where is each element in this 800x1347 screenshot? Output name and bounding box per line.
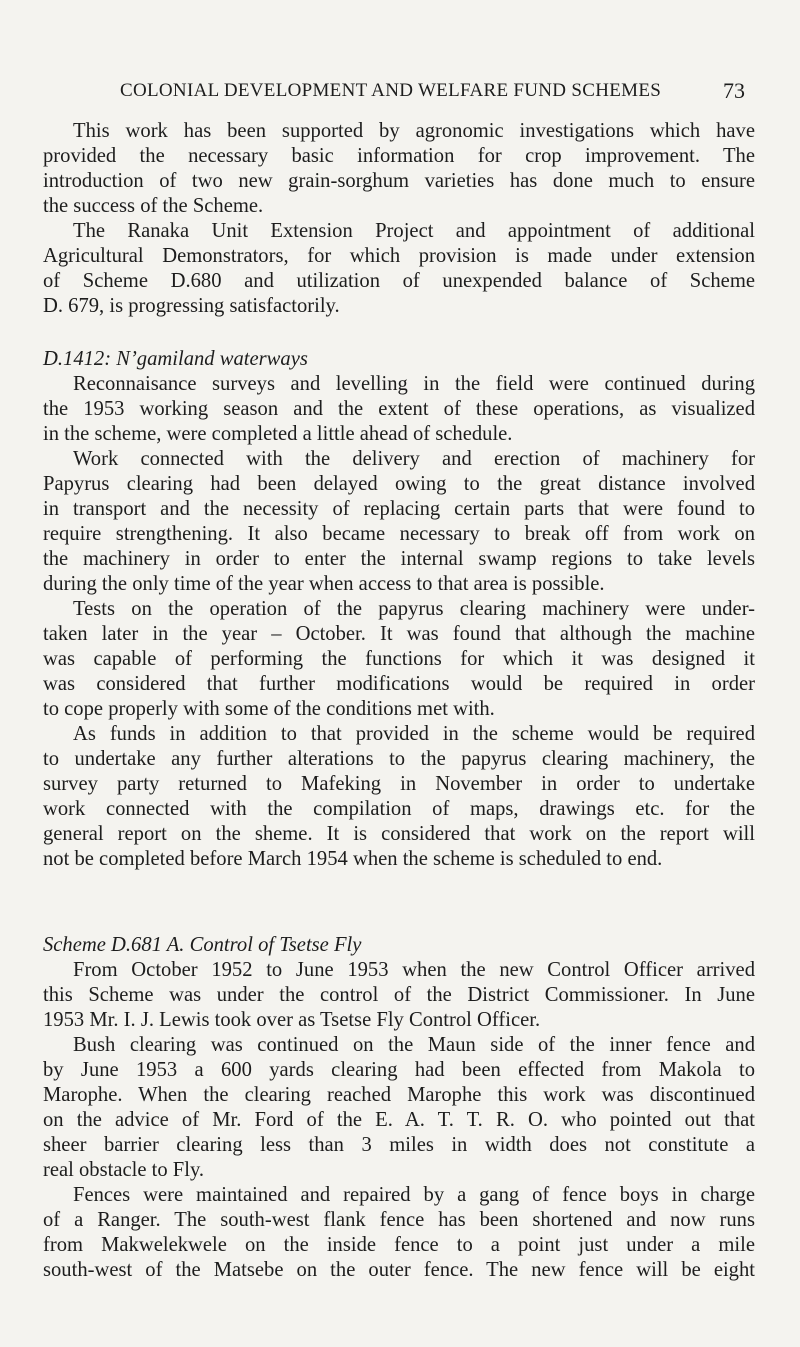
text-line: Agricultural Demonstrators, for which provision is made under extension [43,245,755,267]
text-line: south-west of the Matsebe on the outer fence. The new fence will be eight [43,1259,755,1281]
text-line: Work connected with the delivery and erection of machinery for [73,448,755,470]
section-heading: D.1412: N’gamiland waterways [43,348,308,370]
text-line: of a Ranger. The south-west flank fence has been shortened and now runs [43,1209,755,1231]
text-line: in transport and the necessity of replacing certain parts that were found to [43,498,755,520]
text-line: general report on the sheme. It is considered that work on the report will [43,823,755,845]
text-line: survey party returned to Mafeking in November in order to undertake [43,773,755,795]
text-line: Reconnaisance surveys and levelling in the field were continued during [73,373,755,395]
page-number: 73 [723,78,745,103]
text-line: As funds in addition to that provided in the scheme would be required [73,723,755,745]
text-line: from Makwelekwele on the inside fence to a point just under a mile [43,1234,755,1256]
text-line: in the scheme, were completed a little ahead of schedule. [43,423,513,445]
text-line: to undertake any further alterations to the papyrus clearing machinery, the [43,748,755,770]
text-line: Marophe. When the clearing reached Marophe this work was discontinued [43,1084,755,1106]
text-line: Bush clearing was continued on the Maun side of the inner fence and [73,1034,755,1056]
text-line: require strengthening. It also became necessary to break off from work on [43,523,755,545]
text-line: Tests on the operation of the papyrus clearing machinery were under- [73,598,755,620]
text-line: introduction of two new grain-sorghum varieties has done much to ensure [43,170,755,192]
text-line: to cope properly with some of the conditions met with. [43,698,495,720]
text-line: The Ranaka Unit Extension Project and appointment of additional [73,220,755,242]
text-line: on the advice of Mr. Ford of the E. A. T. T. R. O. who pointed out that [43,1109,755,1131]
text-line: This work has been supported by agronomic investigations which have [73,120,755,142]
section-ngamiland-waterways [43,347,755,872]
text-line: sheer barrier clearing less than 3 miles in width does not constitute a [43,1134,755,1156]
text-line: not be completed before March 1954 when the scheme is scheduled to end. [43,848,663,870]
text-line: real obstacle to Fly. [43,1159,205,1181]
section-tsetse-fly [43,933,755,1283]
text-line: the 1953 working season and the extent of these operations, as visualized [43,398,755,420]
text-line: was considered that further modifications would be required in order [43,673,755,695]
text-line: D. 679, is progressing satisfactorily. [43,295,340,317]
text-line: work connected with the compilation of maps, drawings etc. for the [43,798,755,820]
text-line: Papyrus clearing had been delayed owing to the great distance involved [43,473,755,495]
text-line: 1953 Mr. I. J. Lewis took over as Tsetse Fly Control Officer. [43,1009,541,1031]
text-line: during the only time of the year when access to that area is possible. [43,573,605,595]
text-line: From October 1952 to June 1953 when the new Control Officer arrived [73,959,755,981]
section-heading: Scheme D.681 A. Control of Tsetse Fly [43,934,362,956]
text-line: Fences were maintained and repaired by a gang of fence boys in charge [73,1184,755,1206]
text-line: taken later in the year – October. It was found that although the machine [43,623,755,645]
intro-paragraphs [43,119,755,319]
text-line: of Scheme D.680 and utilization of unexpended balance of Scheme [43,270,755,292]
text-line: provided the necessary basic information for crop improvement. The [43,145,755,167]
text-line: the success of the Scheme. [43,195,264,217]
text-line: this Scheme was under the control of the District Commissioner. In June [43,984,755,1006]
running-head: COLONIAL DEVELOPMENT AND WELFARE FUND SCHEMES [120,80,662,101]
text-line: was capable of performing the functions for which it was designed it [43,648,755,670]
text-line: by June 1953 a 600 yards clearing had been effected from Makola to [43,1059,755,1081]
text-line: the machinery in order to enter the internal swamp regions to take levels [43,548,755,570]
